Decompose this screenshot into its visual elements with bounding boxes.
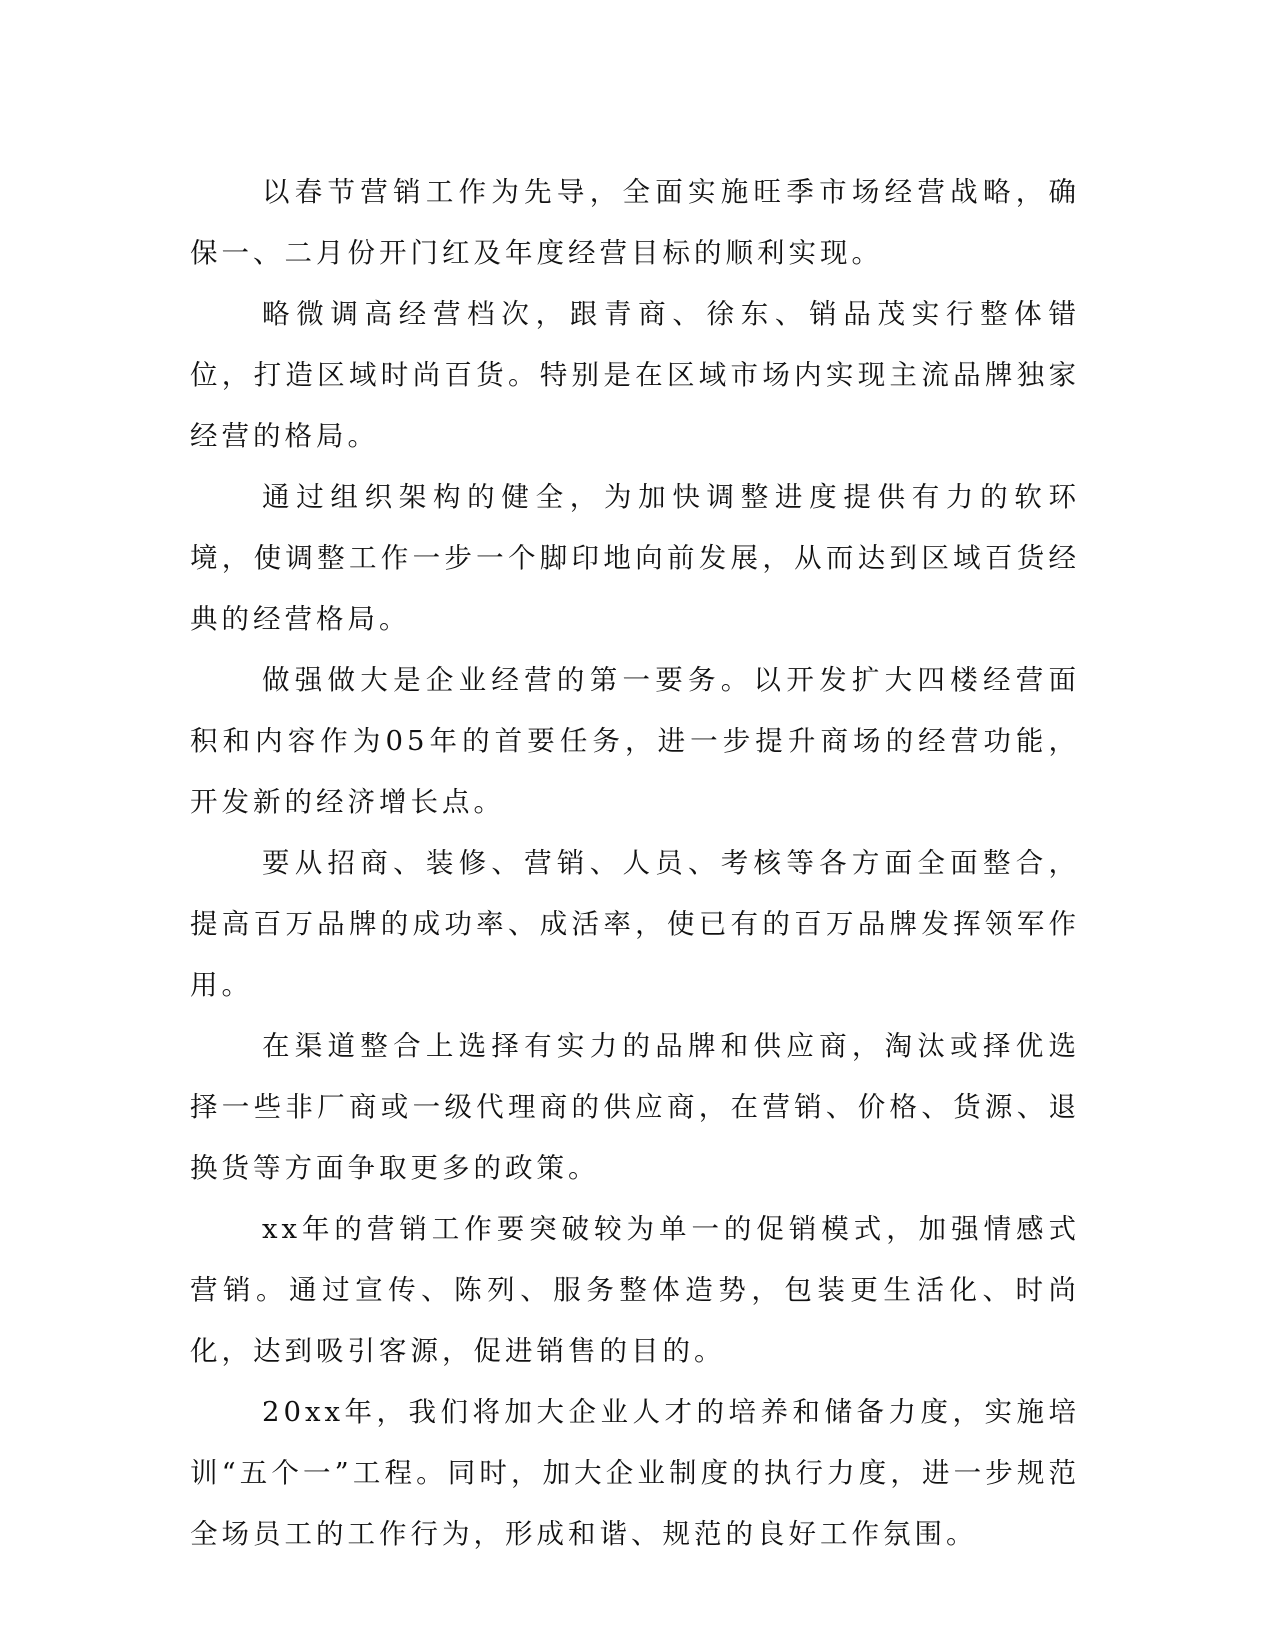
paragraph-5: 要从招商、装修、营销、人员、考核等各方面全面整合，提高百万品牌的成功率、成活率，使已有的百万品牌发挥领军作用。 — [190, 847, 1080, 1001]
paragraph-8: 20xx年，我们将加大企业人才的培养和储备力度，实施培训“五个一”工程。同时，加大企业制度的执行力度，进一步规范全场员工的工作行为，形成和谐、规范的良好工作氛围。 — [190, 1396, 1080, 1550]
paragraph-3: 通过组织架构的健全，为加快调整进度提供有力的软环境，使调整工作一步一个脚印地向前发展，从而达到区域百货经典的经营格局。 — [190, 481, 1080, 635]
paragraph-6: 在渠道整合上选择有实力的品牌和供应商，淘汰或择优选择一些非厂商或一级代理商的供应商，在营销、价格、货源、退换货等方面争取更多的政策。 — [190, 1030, 1080, 1184]
document-body — [190, 162, 1080, 1565]
paragraph-7: xx年的营销工作要突破较为单一的促销模式，加强情感式营销。通过宣传、陈列、服务整体造势，包装更生活化、时尚化，达到吸引客源，促进销售的目的。 — [190, 1213, 1080, 1367]
paragraph-2: 略微调高经营档次，跟青商、徐东、销品茂实行整体错位，打造区域时尚百货。特别是在区域市场内实现主流品牌独家经营的格局。 — [190, 298, 1080, 452]
paragraph-4: 做强做大是企业经营的第一要务。以开发扩大四楼经营面积和内容作为05年的首要任务，进一步提升商场的经营功能，开发新的经济增长点。 — [190, 664, 1080, 818]
paragraph-1: 以春节营销工作为先导，全面实施旺季市场经营战略，确保一、二月份开门红及年度经营目标的顺利实现。 — [190, 176, 1080, 269]
